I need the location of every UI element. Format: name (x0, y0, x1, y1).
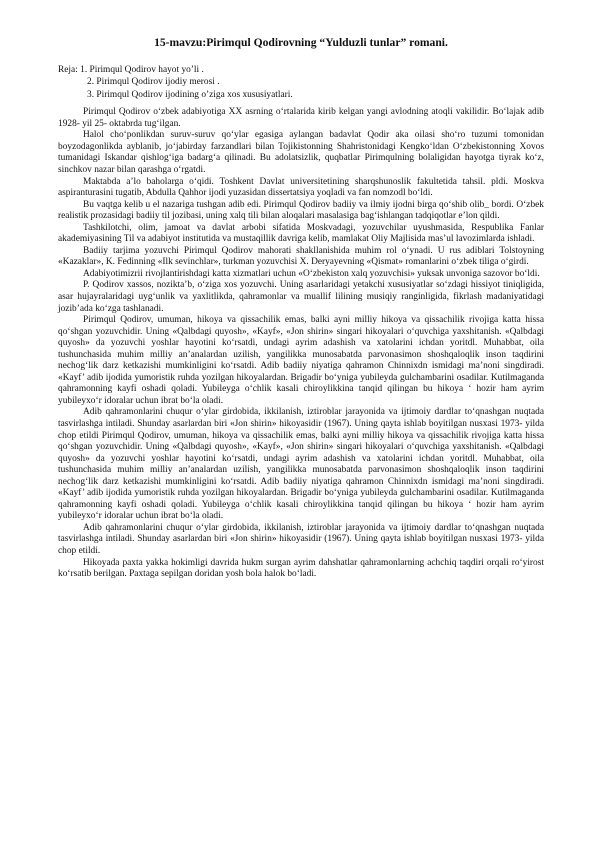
paragraph-9: Pirimqul Qodirov, umuman, hikoya va qissachilik emas, balki ayni milliy hikoya va qissachilik rivojiga katta hissa qo‘shgan yozuvchidir. Uning «Qalbdagi quyosh», «Kayf», «Jon shirin» singari hikoyalari o‘quvchiga yaxshitanish. «Qalbdagi quyosh» da yozuvchi yoshlar hayotini ko‘rsatdi, undagi ayrim adashish va xatolarini ichdan yoritdl. Muhabbat, oila tushunchasida muhim milliy an’analardan uzilish, yangilikka munosabatda parvonasimon shoshqaloqlik inson taqdirini nechog‘lik darz ketkazishi mumkinligini ko‘rsatdi. Adib badiiy niyatiga qahramon Chinnixdn ismidagi ma’noni singdiradi. «Kayf’ adib ijodida yumoristik ruhda yozilgan hikoyalardan. Brigadir bo‘yniga yubileyda gulchambarini osadilar. Kutilmaganda qahramonning kayfi oshadi qoladi. Yubileyga o‘chlik kasali chiroylikkina tanqid qilingan bu hikoya ‘ hozir ham ayrim yubileyxo‘r idoralar uchun ibrat bo‘la oladi. (58, 315, 544, 406)
paragraph-1: Pirimqul Qodirov o‘zbek adabiyotiga XX asrning o‘rtalarida kirib kelgan yangi avlodning atoqli vakilidir. Bo‘lajak adib 1928- yil 25- oktabrda tug‘ilgan. (58, 107, 544, 129)
plan-section (58, 64, 544, 101)
paragraph-12: Hikoyada paxta yakka hokimligi davrida hukm surgan ayrim dahshatlar qahramonlarning achchiq taqdiri orqali ro‘yirost ko‘rsatib berilgan. Paxtaga sepilgan doridan yosh bola halok bo‘ladi. (58, 557, 544, 580)
paragraph-7: Adabiyotimizrii rivojlantirishdagi katta xizmatlari uchun «O‘zbekiston xalq yozuvchisi» yuksak unvoniga sazovor bo‘ldi. (83, 268, 540, 279)
paragraph-10: Adib qahramonlarini chuqur o‘ylar girdobida, ikkilanish, iztiroblar jarayonida va ijtimoiy dardlar to‘qnashgan nuqtada tasvirlashga intiladi. Shunday asarlardan biri «Jon shirin» hikoyasidir (1967). Uning qayta ishlab boyitilgan nusxasi 1973- yilda chop etildi Pirimqul Qodirov, umuman, hikoya va qissachilik emas, balki ayni milliy hikoya va qissachilik rivojiga katta hissa qo‘shgan yozuvchidir. Uning «Qalbdagi quyosh», «Kayf», «Jon shirin» singari hikoyalari o‘quvchiga yaxshitanish. «Qalbdagi quyosh» da yozuvchi yoshlar hayotini ko‘rsatdi, undagi ayrim adashish va xatolarini ichdan yoritdl. Muhabbat, oila tushunchasida muhim milliy an’analardan uzilish, yangilikka munosabatda parvonasimon shoshqaloqlik inson taqdirini nechog‘lik darz ketkazishi mumkinligini ko‘rsatdi. Adib badiiy niyatiga qahramon Chinnixdn ismidagi ma’noni singdiradi. «Kayf’ adib ijodida yumoristik ruhda yozilgan hikoyalardan. Brigadir bo‘yniga yubileyda gulchambarini osadilar. Kutilmaganda qahramonning kayfi oshadi qoladi. Yubileyga o‘chlik kasali chiroylikkina tanqid qilingan bu hikoya ‘ hozir ham ayrim yubileyxo‘r idoralar uchun ibrat bo‘la oladi. (58, 407, 544, 522)
paragraph-11: Adib qahramonlarini chuqur o‘ylar girdobida, ikkilanish, iztiroblar jarayonida va ijtimoiy dardlar to‘qnashgan nuqtada tasvirlashga intiladi. Shunday asarlardan biri «Jon shirin» hikoyasidir (1967). Uning qayta ishlab boyitilgan nusxasi 1973- yilda chop etildi. (58, 522, 544, 556)
plan-item-1: 1. Pirimqul Qodirov hayot yo’li . (80, 65, 204, 75)
paragraph-4: Bu vaqtga kelib u el nazariga tushgan adib edi. Pirimqul Qodirov badiiy va ilmiy ijodni birga qo‘shib olib_ bordi. O‘zbek realistik prozasidagi badiiy til jozibasi, uning xalq tili bilan aloqalari masalasiga bag‘ishlangan tadqiqotlar e’lon qildi. (58, 199, 544, 222)
document-title: 15-mavzu:Pirimqul Qodirovning “Yulduzli tunlar” romani. (154, 36, 448, 49)
plan-label: Reja: (58, 65, 78, 75)
plan-row-1 (58, 64, 544, 76)
paragraph-8: P. Qodirov xassos, nozikta’b, o‘ziga xos yozuvchi. Uning asarlaridagi yetakchi xususiyatlar so‘zdagi hissiyot tiniqligida, asar hujayralaridagi uyg‘unlik va yaxlitlikda, qahramonlar va muallif lilining musiqiy ranginligida, fikrlash madaniyatidagi jozib’ada ko‘zga tashlanadi. (58, 280, 544, 314)
paragraph-6: Badiiy tarjima yozuvchi Pirimqul Qodirov mahorati shakllanishida muhim rol o‘ynadi. U rus adiblari Tolstoyning «Kazaklar», K. Fedinning «Ilk sevinchlar», turkman yozuvchisi X. Deryayevning «Qismat» romanlarini o‘zbek tiliga o‘girdi. (58, 245, 544, 268)
plan-item-3: 3. Pirimqul Qodirov ijodining o’ziga xos xususiyatlari. (87, 89, 293, 100)
document-body (58, 107, 544, 580)
paragraph-5: Tashkilotchi, olim, jamoat va davlat arbobi sifatida Moskvadagi, yozuvchilar uyushmasida, Respublika Fanlar akademiyasining Til va adabiyot institutida va mustaqillik davriga kelib, mamlakat Oliy Majlisida mas’ul lavozimlarda ishladi. (58, 222, 544, 245)
plan-item-2: 2. Pirimqul Qodirov ijodiy merosi . (87, 77, 220, 88)
paragraph-3: Maktabda a’lo baholarga o‘qidi. Toshkent Davlat universitetining sharqshunoslik fakultetida tahsil. pldi. Moskva aspiranturasini tugatib, Abdulla Qahhor ijodi yuzasidan dissertatsiya yoqladi va fan nomzodl bo‘ldi. (58, 176, 544, 199)
paragraph-2: Halol cho‘ponlikdan suruv-suruv qo‘ylar egasiga aylangan badavlat Qodir aka oilasi sho‘ro tuzumi tomonidan boyzodagonlikda ayblanib, jo‘jabirday farzandlari bilan Tojikistonning Shahristonidagi Kengko‘ldan O‘zbekistonning Xovos tumanidagi Iskandar qishlog‘iga badarg‘a qilinadi. Bu adolatsizlik, quqbatlar Pirimqulning bolaligidan hayotga tiyrak ko‘z, sinchkov nazar bilan qarashga o‘rgatdi. (58, 130, 544, 175)
